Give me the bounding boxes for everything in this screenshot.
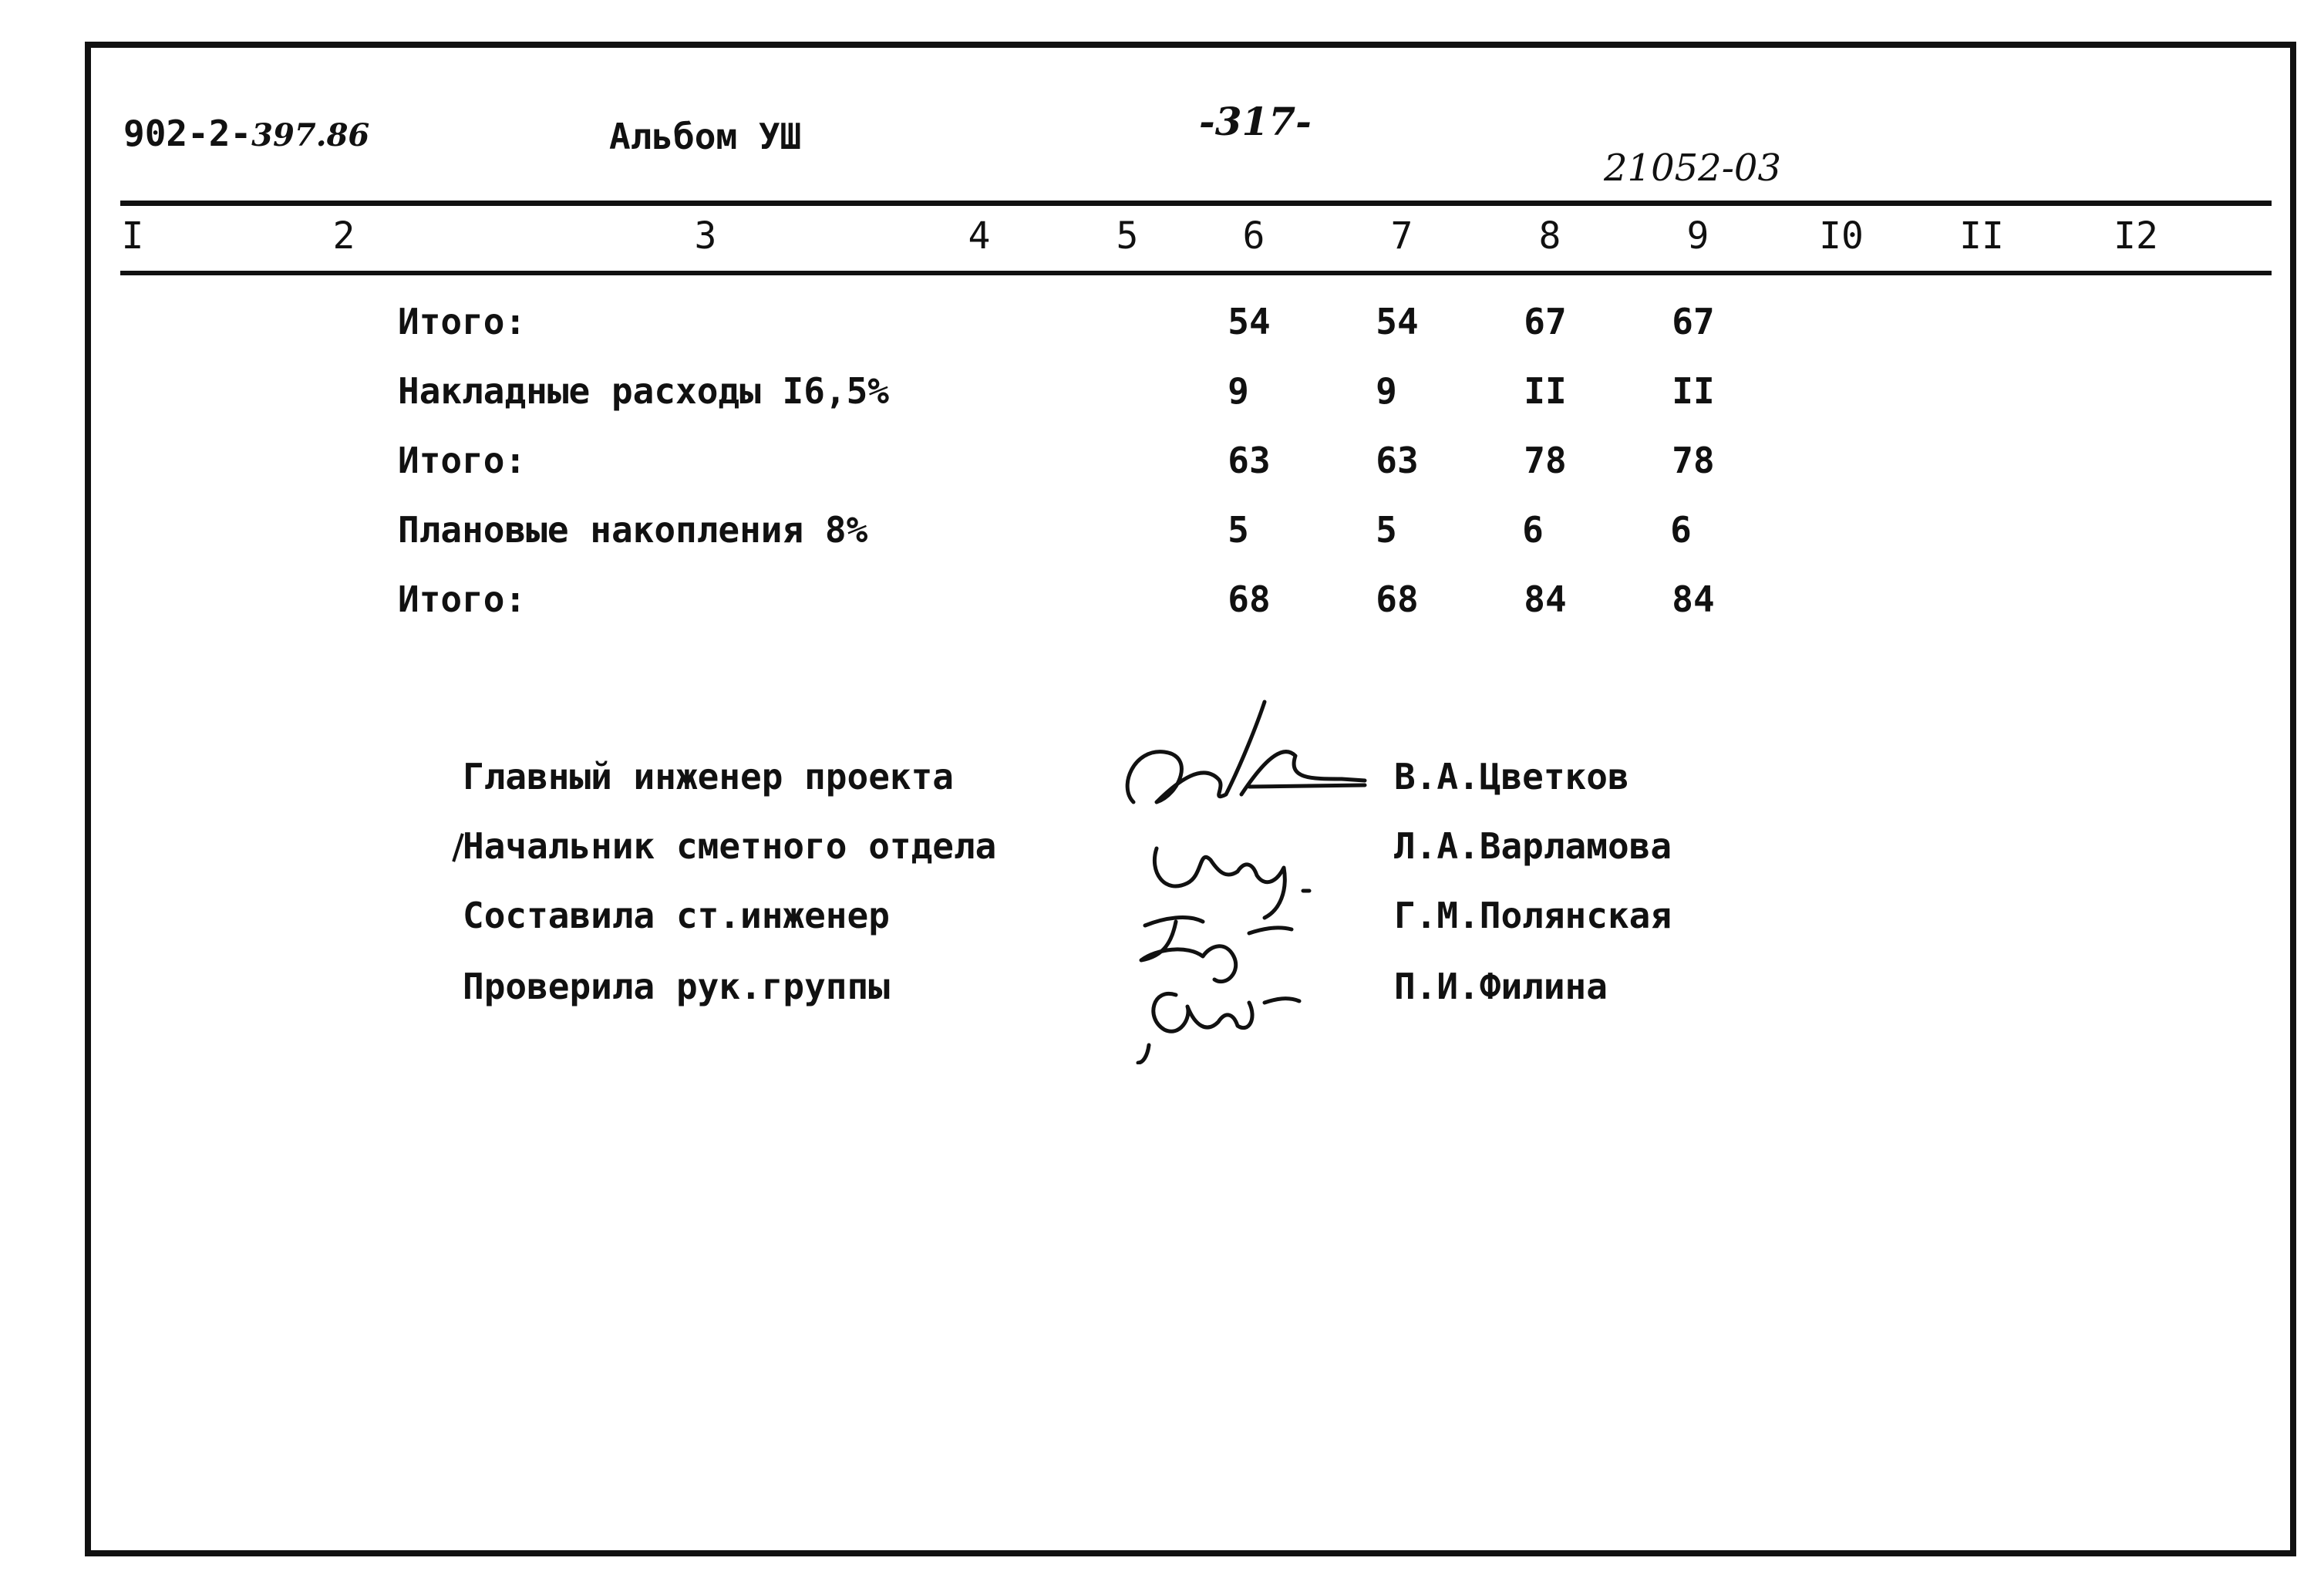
cell-value: II (1524, 370, 1567, 412)
row-label-total: Итого: (398, 440, 527, 481)
signature-mark-compiler (1141, 918, 1292, 982)
signature-name: В.А.Цветков (1394, 756, 1629, 797)
cell-value: 67 (1672, 301, 1715, 342)
cell-value: 5 (1376, 509, 1397, 551)
album-label: Альбом УШ (609, 116, 802, 157)
signature-role: Проверила рук.группы (463, 966, 890, 1007)
row-label-planned-savings: Плановые накопления 8% (398, 509, 868, 551)
cell-value: 78 (1524, 440, 1567, 481)
column-number: I (121, 214, 144, 258)
cell-value: 63 (1376, 440, 1419, 481)
signature-role: Составила ст.инженер (463, 895, 890, 936)
cell-value: 54 (1228, 301, 1271, 342)
header-bottom-rule (120, 271, 2272, 275)
document-code-prefix: 902-2- (123, 113, 252, 154)
signature-name: Л.А.Варламова (1394, 825, 1672, 867)
column-number: 2 (332, 214, 355, 258)
cell-value: 54 (1376, 301, 1419, 342)
column-number: 3 (694, 214, 717, 258)
signature-name: П.И.Филина (1394, 966, 1608, 1007)
signature-mark-checker (1138, 993, 1299, 1063)
cell-value: 9 (1376, 370, 1397, 412)
signature-role: Главный инженер проекта (463, 756, 954, 797)
column-number: I0 (1819, 214, 1864, 258)
document-number: 21052-03 (1604, 147, 1781, 190)
cell-value: 67 (1524, 301, 1567, 342)
cell-value: 78 (1672, 440, 1715, 481)
cell-value: II (1672, 370, 1715, 412)
column-number: 9 (1686, 214, 1709, 258)
row-label-total: Итого: (398, 578, 527, 620)
handwritten-signatures (1110, 694, 1373, 1064)
cell-value: 63 (1228, 440, 1271, 481)
column-number: II (1959, 214, 2004, 258)
signature-mark-chief-engineer (1127, 702, 1365, 802)
cell-value: 68 (1376, 578, 1419, 620)
page-number: -317- (1199, 99, 1312, 144)
cell-value: 6 (1670, 509, 1692, 551)
column-number: I2 (2113, 214, 2158, 258)
cell-value: 5 (1228, 509, 1249, 551)
column-number: 7 (1390, 214, 1413, 258)
signature-role: Начальник сметного отдела (463, 825, 997, 867)
row-label-overhead: Накладные расходы I6,5% (398, 370, 889, 412)
cell-value: 84 (1524, 578, 1567, 620)
cell-value: 6 (1522, 509, 1544, 551)
cell-value: 68 (1228, 578, 1271, 620)
document-code-handwritten: 397.86 (251, 117, 370, 153)
document-code (123, 113, 369, 154)
header-top-rule (120, 201, 2272, 206)
column-number: 4 (968, 214, 991, 258)
cell-value: 84 (1672, 578, 1715, 620)
column-number: 6 (1242, 214, 1265, 258)
row-label-total: Итого: (398, 301, 527, 342)
cell-value: 9 (1228, 370, 1249, 412)
column-number: 5 (1116, 214, 1139, 258)
column-number: 8 (1538, 214, 1561, 258)
signature-name: Г.М.Полянская (1394, 895, 1672, 936)
signature-mark-head-estimates (1154, 848, 1309, 918)
